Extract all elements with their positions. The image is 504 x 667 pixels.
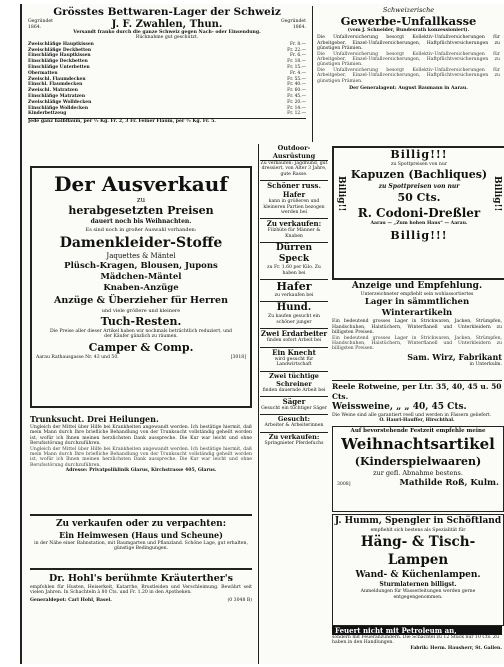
- price-row: Einschläfige Hauptkissen Fr. 6.—: [28, 53, 306, 59]
- price-row: Zweischläfige Wolldecken Fr. 20.—: [28, 99, 306, 105]
- bettwaren-subtitle2: Rücknahme gut geschützt.: [135, 35, 199, 41]
- newspaper-page: [20, 4, 504, 664]
- feuer-line: Feuert nicht mit Petroleum an,: [332, 626, 502, 635]
- billig-price: 50 Cts.: [397, 191, 441, 205]
- gewerbe-body: Die Unfallversicherung besorgt Kollektiv-Unfallversicherungen für Arbeitgeber, Einzel-Unfallversicherungen, Haftpflichtversicherungen zu günstigen Prämien.: [317, 35, 500, 52]
- price-row: Einschläfige Matratzen Fr. 45.—: [28, 93, 306, 99]
- gewerbe-body-repeat2: Die Unfallversicherung besorgt Kollektiv-Unfallversicherungen für Arbeitgeber, Einzel-Unfallversicherungen, Haftpflichtversicherungen zu günstigen Prämien.: [317, 67, 500, 84]
- billig-sub: zu Spottpreisen von nur: [378, 183, 460, 191]
- price-row: Zweischl. Matratzen Fr. 60.—: [28, 88, 306, 94]
- classified-item: Schöner russ. Hafer kann in größeren und kleineren Partien bezogen werden bei: [260, 180, 328, 215]
- ausverkauf-ref: [3018]: [230, 354, 246, 360]
- outdoor-title: Outdoor-Ausrüstung: [260, 144, 328, 161]
- billig-firm: R. Codoni-Dreßler: [357, 206, 481, 221]
- verkaufen-item: Ein Heimwesen (Haus und Scheune): [59, 530, 223, 540]
- ausverkauf-damenkleider: Damenkleider-Stoffe: [59, 235, 223, 251]
- price-row: Einschläfige Unterbetten Fr. 15.—: [28, 65, 306, 70]
- price-row: Obermatten Fr. 4.—: [28, 70, 306, 76]
- rotwein-firm: O. Hauri-Hauffer, Hirschthal.: [379, 418, 455, 422]
- price-row: Zweischl. Flaumdecken Fr. 55.—: [28, 76, 306, 82]
- price-row: Einschl. Flaumdecken Fr. 40.—: [28, 82, 306, 88]
- weihnacht-firm: Mathilde Roß, Kulm.: [399, 478, 499, 488]
- gewerbe-sub: (vom J. Schneider, Bundesrath konzessioniert).: [347, 28, 470, 33]
- separator: [30, 568, 252, 570]
- weihnacht-kicker: Auf bevorstehende Festzeit empfehle meine: [350, 428, 486, 434]
- bettwaren-footer: Jede ganz halbflaum, per ½ Kg. Fr. 2, 3 Fr. Feiner Flaum, per ½ Kg. Fr. 5.: [28, 118, 306, 124]
- classifieds-column: [260, 144, 328, 664]
- classified-item: Zu verkaufen: Springnieter Pferdefuchs: [260, 432, 328, 446]
- classified-item: Hund. Zu kaufen gesucht ein schöner junger: [260, 301, 328, 325]
- gewerbe-kicker: Schweizerische: [382, 6, 435, 14]
- anzeige-firm: Sam. Wirz, Fabrikant: [407, 351, 502, 362]
- price-row: Kinderbettzeug Fr. 12.—: [28, 111, 306, 117]
- founded-right: Gegründet 1864.: [281, 19, 306, 30]
- ausverkauf-sub1: zu: [136, 196, 146, 204]
- humm-ad: [332, 514, 504, 626]
- hohl-title: Dr. Hohl's berühmte Kräuterther's: [48, 573, 234, 584]
- humm-sub2: Wand- & Küchenlampen.: [355, 570, 481, 581]
- bettwaren-company: J. F. Zwahlen, Thun.: [111, 19, 223, 30]
- column-divider: [258, 144, 259, 664]
- anzeige-body-repeat: Ein bedeutend grosses Lager in Strickwaren, Jacken, Strümpfen, Handschuhen, Halstüchern, Winterflanell und Unterkleidern zu billigsten Preisen.: [332, 335, 502, 352]
- founded-left: Gegründet 1864.: [28, 19, 53, 30]
- ausverkauf-firm: Camper & Comp.: [88, 340, 194, 354]
- billig-banner-bottom: Billig!!!: [390, 228, 448, 242]
- classified-item: Dürren Speck zu Fr. 1.60 per Kilo. Zu haben bei: [260, 242, 328, 276]
- anzeige-big: Lager in sämmtlichen Winterartikeln: [364, 297, 470, 319]
- ausverkauf-tuchresten: Tuch-Resten.: [100, 315, 182, 328]
- billig-note: zu Spottpreisen von nur: [390, 162, 448, 167]
- ausverkauf-sub3: dauert noch bis Weihnachten.: [90, 218, 192, 225]
- weihnacht-sub: zur gefl. Abnahme bestens.: [373, 469, 463, 477]
- trunksucht-title: Trunksucht. Drei Heilungen.: [30, 414, 159, 424]
- weihnacht-ad: [332, 426, 504, 512]
- anzeige-ad: [332, 280, 502, 378]
- price-row: Einschläfige Wolldecken Fr. 14.—: [28, 105, 306, 111]
- price-row: Zweischläfige Deckbetten Fr. 22.—: [28, 47, 306, 53]
- classified-item: Zu verkaufen: Filzhüte für Männer & Knaben: [260, 218, 328, 239]
- billig-address: Aarau — „Zum hohen Haus“ — Aarau.: [370, 221, 468, 227]
- anzeige-body: Ein bedeutend grosses Lager in Strickwaren, Jacken, Strümpfen, Handschuhen, Halstüchern, Winterflanell und Unterkleidern zu billigsten Preisen.: [332, 319, 502, 336]
- outdoor-body: Zu verkaufen: Jagdhund, gut dressiert, von Alter 3 Jahre, gute Rasse.: [260, 161, 328, 177]
- ausverkauf-sub4: Es sind noch in großer Auswahl vorhanden:: [85, 227, 197, 233]
- billig-side-left: Billig!!: [336, 176, 346, 212]
- classified-item: Zwei Erdarbeiter finden sofort Arbeit bei: [260, 329, 328, 344]
- classified-item: Hafer zu verkaufen bei: [260, 279, 328, 298]
- gewerbe-ad: [312, 6, 500, 142]
- bettwaren-title: Grösstes Bettwaren-Lager der Schweiz: [53, 6, 281, 18]
- anzeige-title: Anzeige und Empfehlung.: [351, 281, 483, 291]
- price-row: Einschläfige Deckbetten Fr. 18.—: [28, 59, 306, 65]
- trunksucht-sign: Adresse: Privatpoliklinik Glarus, Kirchstrasse 405, Glarus.: [65, 468, 217, 474]
- ausverkauf-l3: Mädchen-Mäntel: [100, 272, 182, 282]
- bettwaren-pricelist: [28, 42, 306, 117]
- trunksucht-body-repeat: Ungleich der Mittel über Hilfe bei Krankheiten angewandt werden. Ich bestätige hiermit, daß mein Mann durch Ihre briefliche Behandlung von der Trunksucht vollständig geheilt worden ist, wofür ich Ihnen meinen herzlichsten Dank ausspreche. Die Kur war leicht und ohne Berufsstörung durchzuführen.: [30, 446, 252, 468]
- ausverkauf-address: Aarau Rathausgasse Nr. 43 und 50.: [36, 354, 119, 360]
- hohl-body: empfohlen für Husten, Heiserkeit, Katarrhe, Brustleiden und Verschleimung. Bewährt seit vielen Jahren. In Schachteln à 80 Cts. und Fr. 1.20 in den Apotheken.: [30, 585, 252, 596]
- separator: [332, 380, 502, 381]
- gewerbe-title: Gewerbe-Unfallkasse: [340, 14, 477, 28]
- billig-side-right: Billig!!: [492, 176, 502, 212]
- weihnacht-paren: (Kinderspielwaaren): [354, 455, 482, 468]
- classified-item: Gesucht: Arbeiter & Arbeiterinnen: [260, 414, 328, 428]
- classified-item: Zwei tüchtige Schreiner finden dauernde Arbeit bei: [260, 371, 328, 393]
- ausverkauf-l2: Plüsch-Kragen, Blousen, Jupons: [64, 261, 218, 271]
- bettwaren-ad: [28, 6, 306, 162]
- feuer-firm: Fabrik: Herm. Hausherr, St. Gallen.: [410, 645, 502, 651]
- trunksucht-body: Ungleich der Mittel über Hilfe bei Krankheiten angewandt werden. Ich bestätige hiermit, daß mein Mann durch Ihre briefliche Behandlung von der Trunksucht vollständig geheilt worden ist, wofür ich Ihnen meinen herzlichsten Dank ausspreche. Die Kur war leicht und ohne Berufsstörung durchzuführen.: [30, 425, 252, 447]
- anzeige-place: in Unterkulm.: [469, 361, 502, 367]
- separator: [30, 514, 252, 516]
- ausverkauf-ad: [30, 166, 252, 408]
- ausverkauf-l5: und viele größere und kleinere: [101, 308, 181, 314]
- hohl-ad: [30, 572, 252, 644]
- humm-note: Anmeldungen für Wasserleitungen werden gerne entgegengenommen.: [360, 589, 476, 600]
- ausverkauf-sub2: herabgesetzten Preisen: [68, 204, 214, 217]
- ausverkauf-headline: Der Ausverkauf: [54, 172, 228, 196]
- rotwein-ad: [332, 382, 502, 422]
- weihnacht-ref: 3008]: [337, 482, 351, 487]
- humm-sub3: Sturmlaternen billigst.: [379, 581, 457, 589]
- price-row: Zweischläfige Hauptkissen Fr. 8.—: [28, 41, 306, 47]
- verkaufen-body: in der Nähe einer Bahnstation, mit Baumgarten und Pflanzland. Schöne Lage, gut erhalten, günstige Bedingungen.: [34, 541, 248, 552]
- hohl-agent: Generaldepot: Carl Hohl, Basel.: [30, 597, 112, 603]
- rotwein-line1: Reele Rotweine, per Ltr. 35, 40, 45 u. 50 Cts.: [332, 382, 502, 401]
- humm-big: Häng- & Tisch-Lampen: [360, 534, 476, 569]
- trunksucht-ad: [30, 414, 252, 510]
- verkaufen-ad: [30, 518, 252, 564]
- gewerbe-agent: Der Generalagent: August Baumann in Aarau.: [349, 86, 468, 92]
- billig-head: Kapuzen (Bachliques): [350, 168, 488, 182]
- verkaufen-title: Zu verkaufen oder zu verpachten:: [55, 519, 227, 529]
- weihnacht-big: Weihnachtsartikel: [341, 435, 495, 453]
- humm-sub: empfiehlt sich bestens als Spezialität für: [370, 528, 466, 533]
- ausverkauf-l1: Jaquettes & Mäntel: [106, 252, 176, 260]
- ausverkauf-fine: Die Preise aller dieser Artikel haben wir nochmals beträchtlich reduziert, und der Käufer gänzlich zu räumen.: [50, 329, 232, 340]
- billig-ad: [332, 146, 504, 280]
- bettwaren-subtitle: Versandt franko durch die ganze Schweiz gegen Nach- oder Einsendung.: [73, 30, 261, 35]
- billig-banner-top: Billig!!!: [390, 148, 448, 161]
- feuer-body: sondern mit Feueranzündern. Die Schachtel zu 12 Stück nur 10 Cts. Zu haben in den Handlungen.: [332, 635, 500, 646]
- gewerbe-body-repeat: Die Unfallversicherung besorgt Kollektiv-Unfallversicherungen für Arbeitgeber, Einzel-Unfallversicherungen, Haftpflichtversicherungen zu günstigen Prämien.: [317, 51, 500, 68]
- hohl-ref: (0 3048 B): [227, 597, 252, 603]
- feuer-ad: [332, 626, 502, 662]
- classified-item: Ein Knecht wird gesucht für Landwirtschaft: [260, 347, 328, 368]
- rotwein-line2: Weissweine, „ „ 40, 45 Cts.: [332, 402, 467, 412]
- rotwein-fine: Die Weine sind alle garantiert reell und werden in Fässern geliefert.: [332, 413, 492, 418]
- classified-item: Säger Gesucht ein tüchtiger Säger: [261, 396, 327, 411]
- ausverkauf-l4: Knaben-Anzüge: [103, 283, 179, 293]
- humm-name: J. Humm, Spengler in Schöftland: [334, 516, 502, 526]
- ausverkauf-herren: Anzüge & Überzieher für Herren: [53, 295, 229, 306]
- anzeige-sub: Unterzeichneter empfiehlt sein wohlassortiertes: [360, 292, 474, 297]
